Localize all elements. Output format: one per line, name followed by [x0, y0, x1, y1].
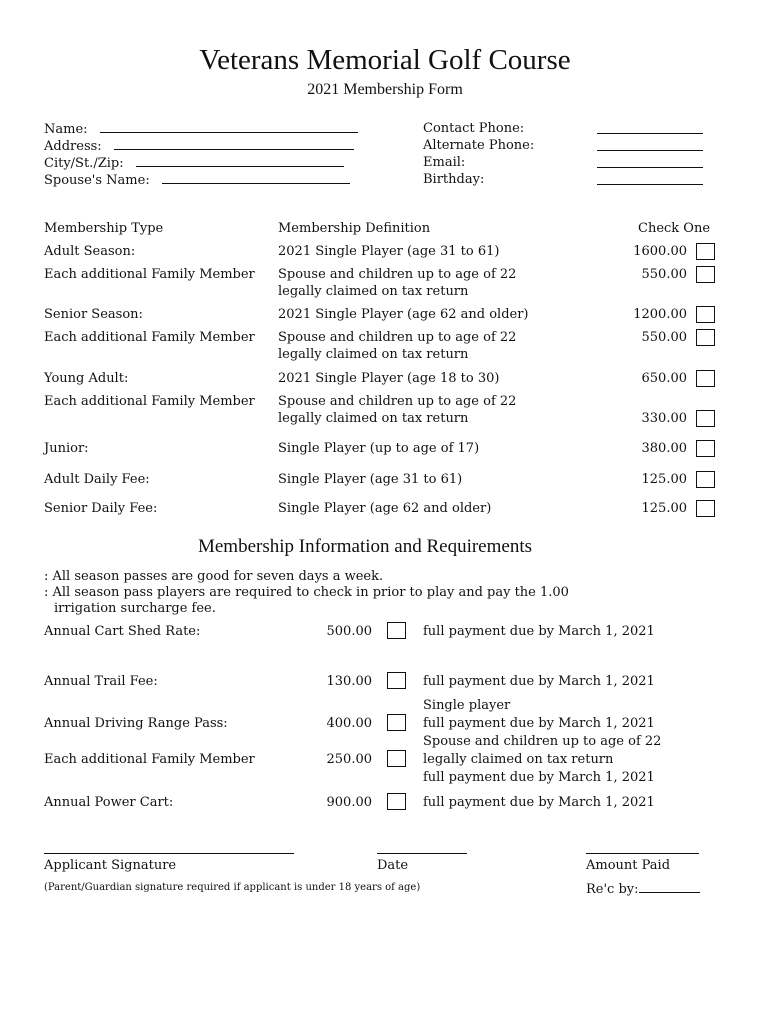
- row-definition: Single Player (age 31 to 61): [278, 472, 463, 487]
- name-field[interactable]: [44, 120, 358, 138]
- range-family-price: 250.00: [326, 752, 372, 767]
- name-label: Name:: [44, 122, 88, 137]
- date-line[interactable]: [377, 853, 467, 854]
- range-family-note: legally claimed on tax return: [423, 752, 614, 767]
- driving-range-label: Annual Driving Range Pass:: [44, 716, 228, 731]
- row-price: 125.00: [641, 472, 687, 487]
- city-field[interactable]: [44, 154, 344, 172]
- cart-shed-label: Annual Cart Shed Rate:: [44, 624, 201, 639]
- row-price: 380.00: [641, 441, 687, 456]
- row-definition-cont: legally claimed on tax return: [278, 347, 469, 362]
- contact-phone-line[interactable]: [597, 121, 703, 134]
- young-adult-family-checkbox[interactable]: [696, 410, 715, 427]
- address-field[interactable]: [44, 137, 354, 155]
- row-definition: 2021 Single Player (age 31 to 61): [278, 244, 500, 259]
- row-definition: Spouse and children up to age of 22: [278, 394, 517, 409]
- requirement-note-2-cont: irrigation surcharge fee.: [54, 601, 216, 616]
- name-line: [100, 120, 358, 133]
- email-line[interactable]: [597, 155, 703, 168]
- driving-range-price: 400.00: [326, 716, 372, 731]
- row-definition-cont: legally claimed on tax return: [278, 411, 469, 426]
- range-family-note-bottom: full payment due by March 1, 2021: [423, 770, 655, 785]
- cart-shed-checkbox[interactable]: [387, 622, 406, 639]
- range-family-checkbox[interactable]: [387, 750, 406, 767]
- row-type: Adult Daily Fee:: [44, 472, 150, 487]
- row-price: 1600.00: [633, 244, 687, 259]
- row-type: Each additional Family Member: [44, 267, 255, 282]
- form-title: Veterans Memorial Golf Course: [199, 44, 571, 76]
- young-adult-checkbox[interactable]: [696, 370, 715, 387]
- spouse-field[interactable]: [44, 171, 350, 189]
- address-label: Address:: [44, 139, 102, 154]
- received-by-label: Re'c by:: [586, 882, 639, 897]
- junior-checkbox[interactable]: [696, 440, 715, 457]
- adult-season-checkbox[interactable]: [696, 243, 715, 260]
- row-price: 650.00: [641, 371, 687, 386]
- city-line: [136, 154, 344, 167]
- trail-fee-checkbox[interactable]: [387, 672, 406, 689]
- alternate-phone-line[interactable]: [597, 138, 703, 151]
- senior-family-checkbox[interactable]: [696, 329, 715, 346]
- trail-fee-note: full payment due by March 1, 2021: [423, 674, 655, 689]
- requirement-note-1: : All season passes are good for seven days a week.: [44, 569, 384, 584]
- amount-paid-label: Amount Paid: [586, 858, 671, 873]
- col-header-check: Check One: [638, 221, 711, 236]
- birthday-label: Birthday:: [423, 172, 485, 187]
- row-price: 330.00: [641, 411, 687, 426]
- birthday-line[interactable]: [597, 172, 703, 185]
- row-definition: Spouse and children up to age of 22: [278, 330, 517, 345]
- power-cart-price: 900.00: [326, 795, 372, 810]
- col-header-definition: Membership Definition: [278, 221, 431, 236]
- row-price: 550.00: [641, 267, 687, 282]
- adult-family-checkbox[interactable]: [696, 266, 715, 283]
- power-cart-label: Annual Power Cart:: [44, 795, 174, 810]
- row-type: Senior Season:: [44, 307, 143, 322]
- range-note-top: Single player: [423, 698, 511, 713]
- requirements-heading: Membership Information and Requirements: [197, 536, 532, 557]
- row-price: 550.00: [641, 330, 687, 345]
- applicant-signature-label: Applicant Signature: [44, 858, 177, 873]
- row-definition: 2021 Single Player (age 18 to 30): [278, 371, 500, 386]
- cart-shed-note: full payment due by March 1, 2021: [423, 624, 655, 639]
- city-label: City/St./Zip:: [44, 156, 124, 171]
- row-definition: 2021 Single Player (age 62 and older): [278, 307, 529, 322]
- row-type: Each additional Family Member: [44, 394, 255, 409]
- trail-fee-label: Annual Trail Fee:: [44, 674, 158, 689]
- trail-fee-price: 130.00: [326, 674, 372, 689]
- row-definition: Single Player (up to age of 17): [278, 441, 480, 456]
- date-label: Date: [377, 858, 409, 873]
- row-type: Adult Season:: [44, 244, 136, 259]
- alternate-phone-label: Alternate Phone:: [423, 138, 535, 153]
- address-line: [114, 137, 354, 150]
- spouse-line: [162, 171, 350, 184]
- guardian-note: (Parent/Guardian signature required if applicant is under 18 years of age): [44, 882, 421, 893]
- driving-range-note: full payment due by March 1, 2021: [423, 716, 655, 731]
- contact-phone-label: Contact Phone:: [423, 121, 525, 136]
- adult-daily-checkbox[interactable]: [696, 471, 715, 488]
- received-by-field[interactable]: [586, 880, 700, 898]
- cart-shed-price: 500.00: [326, 624, 372, 639]
- row-definition: Spouse and children up to age of 22: [278, 267, 517, 282]
- power-cart-checkbox[interactable]: [387, 793, 406, 810]
- received-by-line: [639, 880, 700, 893]
- row-definition-cont: legally claimed on tax return: [278, 284, 469, 299]
- row-type: Junior:: [44, 441, 89, 456]
- applicant-signature-line[interactable]: [44, 853, 294, 854]
- driving-range-checkbox[interactable]: [387, 714, 406, 731]
- senior-daily-checkbox[interactable]: [696, 500, 715, 517]
- power-cart-note: full payment due by March 1, 2021: [423, 795, 655, 810]
- email-label: Email:: [423, 155, 466, 170]
- family-note-top: Spouse and children up to age of 22: [423, 734, 662, 749]
- amount-paid-line[interactable]: [586, 853, 699, 854]
- row-type: Each additional Family Member: [44, 330, 255, 345]
- range-family-label: Each additional Family Member: [44, 752, 255, 767]
- form-subtitle: 2021 Membership Form: [307, 81, 463, 98]
- row-definition: Single Player (age 62 and older): [278, 501, 492, 516]
- row-price: 1200.00: [633, 307, 687, 322]
- col-header-type: Membership Type: [44, 221, 164, 236]
- spouse-label: Spouse's Name:: [44, 173, 150, 188]
- row-type: Senior Daily Fee:: [44, 501, 158, 516]
- row-price: 125.00: [641, 501, 687, 516]
- row-type: Young Adult:: [44, 371, 129, 386]
- senior-season-checkbox[interactable]: [696, 306, 715, 323]
- requirement-note-2: : All season pass players are required to check in prior to play and pay the 1.00: [44, 585, 569, 600]
